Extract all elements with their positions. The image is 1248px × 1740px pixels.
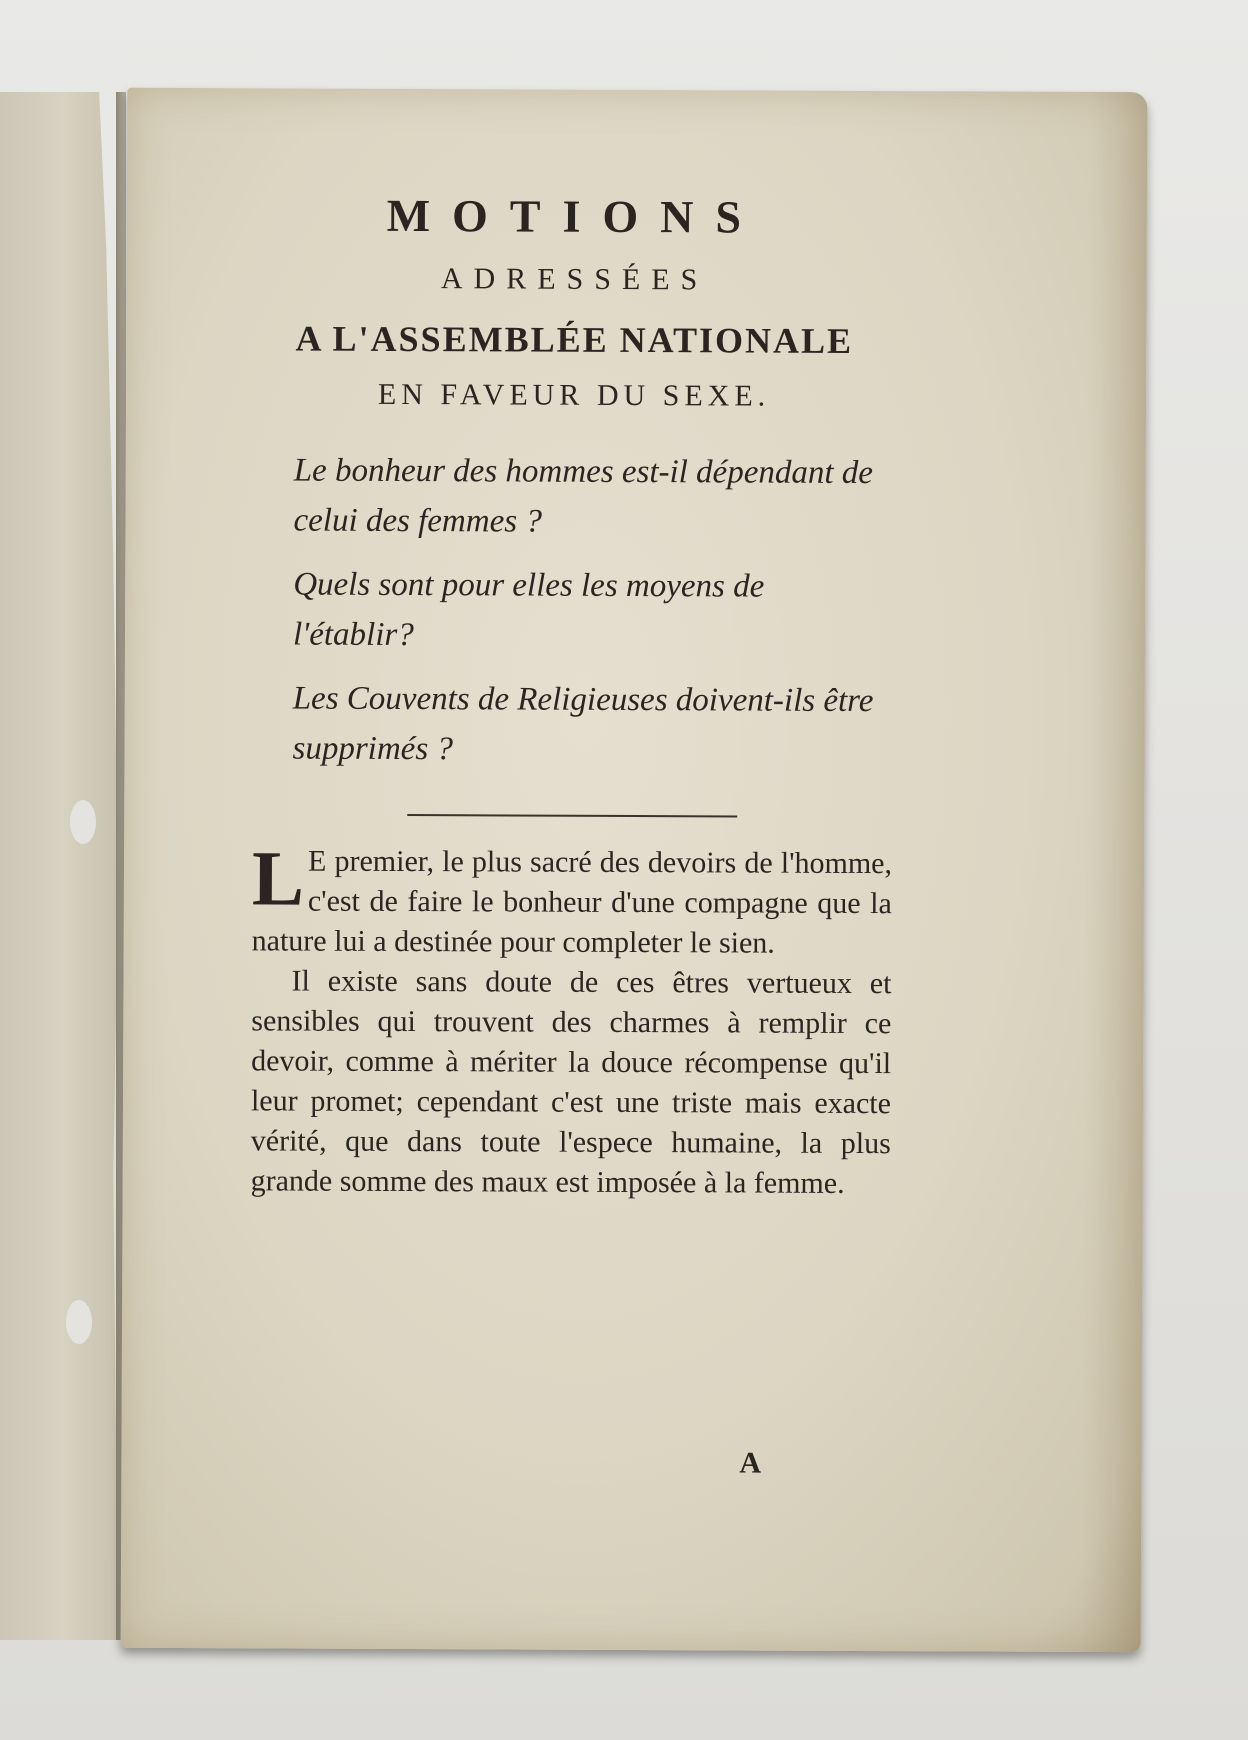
paragraph-1 — [251, 834, 893, 964]
question-2: Quels sont pour elles les moyens de l'établir? — [292, 566, 765, 654]
signature-mark: A — [739, 1446, 762, 1480]
question-3: Les Couvents de Religieuses doivent-ils être supprimés ? — [292, 680, 874, 768]
section-divider — [407, 814, 737, 817]
page-title: MOTIONS — [386, 189, 764, 243]
paper-tear — [70, 800, 96, 844]
page-text — [251, 188, 895, 1204]
heading-assembly: A L'ASSEMBLÉE NATIONALE — [295, 318, 854, 361]
heading-sex: EN FAVEUR DU SEXE. — [377, 377, 771, 413]
page-subtitle: ADRESSÉES — [440, 262, 709, 297]
paragraph-1-text: E premier, le plus sacré des devoirs de l'homme, c'est de faire le bonheur d'une compagne que la nature lui a destinée pour completer le sien. — [251, 844, 893, 960]
paragraph-2: Il existe sans doute de ces êtres vertueux et sensibles qui trouvent des charmes à remplir ce devoir, comme à mériter la douce récompense qu'il leur promet; cependant c'est une triste mais exacte vérité, que dans toute l'espece humaine, la plus grande somme des maux est imposée à la femme. — [250, 964, 892, 1200]
drop-cap: L — [251, 834, 305, 922]
paper-tear — [66, 1300, 92, 1344]
document-page — [121, 88, 1148, 1652]
adjacent-page-edge — [0, 92, 118, 1640]
question-1: Le bonheur des hommes est-il dépendant de celui des femmes ? — [293, 452, 874, 540]
